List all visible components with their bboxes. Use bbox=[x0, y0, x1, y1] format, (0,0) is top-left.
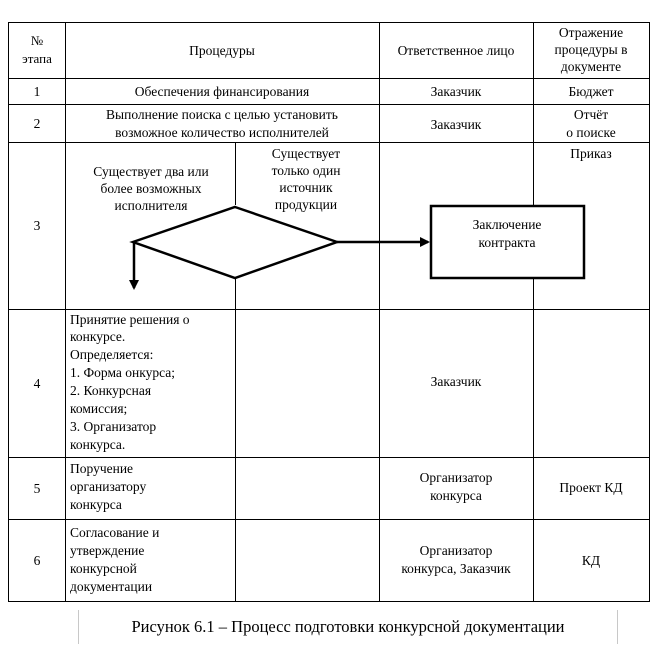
row4-procedure-line1: Принятие решения о bbox=[70, 312, 190, 327]
row2-document-line2: о поиске bbox=[566, 125, 616, 140]
flow-left-label-line1: Существует два или bbox=[93, 164, 209, 179]
row5-responsible-line2: конкурса bbox=[430, 488, 482, 503]
row1-procedure: Обеспечения финансирования bbox=[134, 84, 310, 99]
row-num-4: 4 bbox=[33, 376, 41, 391]
figure-caption: Рисунок 6.1 – Процесс подготовки конкурсной документации bbox=[78, 610, 618, 644]
flow-right-label-line4: продукции bbox=[274, 197, 338, 212]
header-reflection-line1: Отражение bbox=[558, 25, 624, 40]
row-num-1: 1 bbox=[33, 84, 41, 99]
row-numbers bbox=[34, 84, 41, 568]
flow-left-label-line3: исполнителя bbox=[114, 198, 188, 213]
row4-procedure-line7: 3. Организатор bbox=[70, 419, 157, 434]
row2-responsible: Заказчик bbox=[430, 117, 482, 132]
row6-procedure-line2: утверждение bbox=[70, 543, 145, 558]
row6-procedure-line3: конкурсной bbox=[70, 561, 137, 576]
table-header bbox=[22, 25, 627, 74]
header-reflection-line3: документе bbox=[560, 59, 622, 74]
decision-diamond bbox=[133, 207, 337, 278]
row-num-2: 2 bbox=[33, 116, 41, 131]
row6-responsible-line1: Организатор bbox=[419, 543, 493, 558]
contract-box-line2: контракта bbox=[478, 235, 536, 250]
table-row bbox=[106, 107, 616, 140]
table-row bbox=[70, 525, 600, 594]
row2-procedure-line2: возможное количество исполнителей bbox=[115, 125, 329, 140]
flow-left-label-line2: более возможных bbox=[100, 181, 202, 196]
row2-document-line1: Отчёт bbox=[573, 107, 609, 122]
row-num-3: 3 bbox=[33, 218, 41, 233]
row3-document: Приказ bbox=[570, 146, 612, 161]
header-reflection-line2: процедуры в bbox=[554, 42, 628, 57]
header-num-line2: этапа bbox=[22, 51, 52, 66]
flow-right-label bbox=[272, 146, 341, 212]
table-row bbox=[70, 461, 623, 512]
header-procedures: Процедуры bbox=[189, 43, 255, 58]
row4-procedure-line3: Определяется: bbox=[70, 347, 154, 362]
row1-document: Бюджет bbox=[568, 84, 614, 99]
row2-procedure-line1: Выполнение поиска с целью установить bbox=[106, 107, 338, 122]
row6-responsible-line2: конкурса, Заказчик bbox=[401, 561, 511, 576]
flow-left-label bbox=[93, 164, 208, 213]
row1-responsible: Заказчик bbox=[430, 84, 482, 99]
header-responsible: Ответственное лицо bbox=[397, 43, 515, 58]
flow-right-label-line2: только один bbox=[271, 163, 341, 178]
flow-right-label-line3: источник bbox=[279, 180, 333, 195]
row5-procedure-line2: организатору bbox=[70, 479, 147, 494]
row6-procedure-line4: документации bbox=[70, 579, 153, 594]
table-row bbox=[70, 312, 482, 452]
row-num-5: 5 bbox=[33, 481, 41, 496]
contract-box-line1: Заключение bbox=[472, 217, 542, 232]
row5-procedure-line3: конкурса bbox=[70, 497, 122, 512]
row6-document: КД bbox=[581, 553, 601, 568]
row4-procedure-line2: конкурсе. bbox=[70, 329, 126, 344]
flow-right-label-line1: Существует bbox=[271, 146, 341, 161]
row4-procedure-line8: конкурса. bbox=[70, 437, 126, 452]
row5-procedure-line1: Поручение bbox=[70, 461, 134, 476]
row6-procedure-line1: Согласование и bbox=[70, 525, 160, 540]
row5-document: Проект КД bbox=[559, 480, 623, 495]
row4-procedure-line5: 2. Конкурсная bbox=[70, 383, 152, 398]
row5-responsible-line1: Организатор bbox=[419, 470, 493, 485]
header-num-line1: № bbox=[30, 33, 44, 48]
table-row bbox=[135, 84, 614, 99]
row4-responsible: Заказчик bbox=[430, 374, 482, 389]
row4-procedure-line6: комиссия; bbox=[70, 401, 128, 416]
row-num-6: 6 bbox=[33, 553, 41, 568]
row4-procedure-line4: 1. Форма онкурса; bbox=[70, 365, 176, 380]
